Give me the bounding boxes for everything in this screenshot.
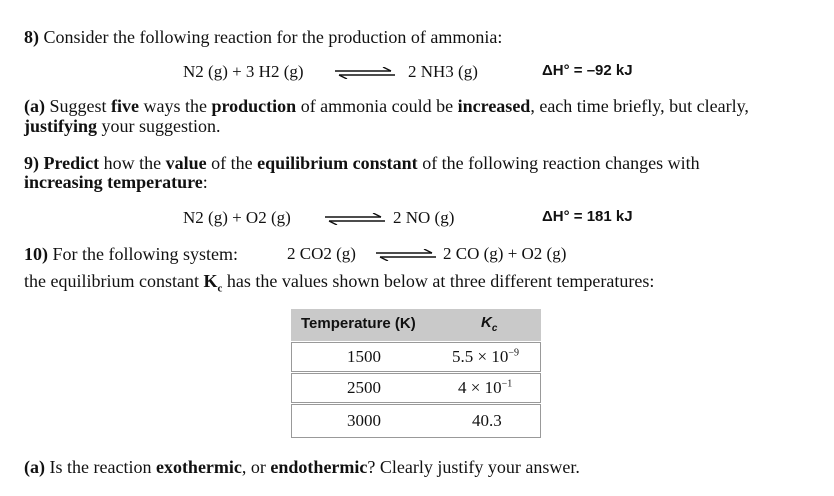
row-kc-value: 4 × 10 (458, 378, 502, 397)
q9-text-2: of the (206, 153, 258, 173)
q9-text-1: how the (99, 153, 166, 173)
q10a-endothermic: endothermic (270, 457, 368, 477)
q8a-text-3: of ammonia could be (296, 96, 458, 116)
row-temperature: 2500 (347, 378, 381, 397)
q9-equilibrium-constant: equilibrium constant (257, 153, 418, 173)
q10-line2-b: has the values shown below at three different temperatures: (222, 271, 655, 291)
header-kc (481, 314, 497, 334)
q9-reactants: N2 (g) + O2 (g) (183, 208, 291, 227)
q8-text: Consider the following reaction for the production of ammonia: (43, 27, 503, 47)
q8a-line1 (24, 96, 749, 117)
q10a-label: (a) (24, 457, 45, 477)
q9-line1 (24, 153, 814, 174)
q9-increasing-temperature: increasing temperature (24, 172, 203, 192)
q8a-text-4: , each time briefly, but clearly, (530, 96, 749, 116)
row-temperature: 3000 (347, 411, 381, 430)
row-kc-value: 40.3 (472, 411, 502, 430)
table-row (291, 342, 541, 372)
q8-line (24, 27, 502, 48)
q10-kc (203, 271, 223, 295)
q10a-text-2: , or (241, 457, 271, 477)
q8-equilibrium-arrow-icon (333, 66, 397, 84)
q10-reactants: 2 CO2 (g) (287, 244, 356, 263)
q8-number: 8) (24, 27, 39, 47)
q9-enthalpy: ΔH° = 181 kJ (542, 208, 633, 225)
q10-line1 (24, 244, 238, 265)
table-row (291, 373, 541, 403)
row-kc-value: 5.5 × 10 (452, 347, 509, 366)
q10-kc-letter: K (203, 271, 218, 291)
q8a-line2 (24, 116, 221, 137)
row-temperature: 1500 (347, 347, 381, 366)
row-kc (452, 347, 532, 367)
q8a-label: (a) (24, 96, 45, 116)
q10-equilibrium-arrow-icon (374, 248, 438, 266)
q9-number: 9) (24, 153, 39, 173)
table-row (291, 404, 541, 438)
row-kc (458, 378, 538, 398)
row-kc-exp: −9 (508, 347, 519, 359)
header-kc-sub: c (491, 323, 498, 334)
q8a-production: production (211, 96, 297, 116)
q9-predict: Predict (43, 153, 100, 173)
q10-kc-sub: c (217, 282, 223, 295)
q10-line2 (24, 271, 654, 295)
q8a-five: five (111, 96, 139, 116)
q8-reactants: N2 (g) + 3 H2 (g) (183, 62, 304, 81)
q8a-justifying: justifying (24, 116, 98, 136)
q9-colon: : (202, 172, 208, 192)
q8a-text-5: your suggestion. (97, 116, 221, 136)
q10-number: 10) (24, 244, 48, 264)
q10a-exothermic: exothermic (155, 457, 242, 477)
header-kc-letter: K (481, 314, 492, 331)
q9-equilibrium-arrow-icon (323, 212, 387, 230)
q10-text: For the following system: (52, 244, 238, 264)
q9-value: value (165, 153, 207, 173)
q8a-text-1: Suggest (49, 96, 112, 116)
q8-products: 2 NH3 (g) (408, 62, 478, 81)
q8-equation (183, 62, 304, 82)
q9-line2 (24, 172, 208, 193)
q10-line2-a: the equilibrium constant (24, 271, 204, 291)
q8-enthalpy: ΔH° = –92 kJ (542, 62, 633, 79)
q10a-text-3: ? Clearly justify your answer. (367, 457, 580, 477)
header-temperature: Temperature (K) (301, 315, 416, 332)
row-kc-exp: −1 (501, 378, 513, 390)
q9-products: 2 NO (g) (393, 208, 455, 227)
q9-text-3: of the following reaction changes with (417, 153, 700, 173)
q10-products: 2 CO (g) + O2 (g) (443, 244, 567, 263)
q10a-line (24, 457, 580, 478)
kc-table-header (291, 309, 541, 341)
row-kc (472, 411, 552, 431)
q8a-text-2: ways the (139, 96, 212, 116)
q8a-increased: increased (457, 96, 531, 116)
q10a-text-1: Is the reaction (45, 457, 156, 477)
